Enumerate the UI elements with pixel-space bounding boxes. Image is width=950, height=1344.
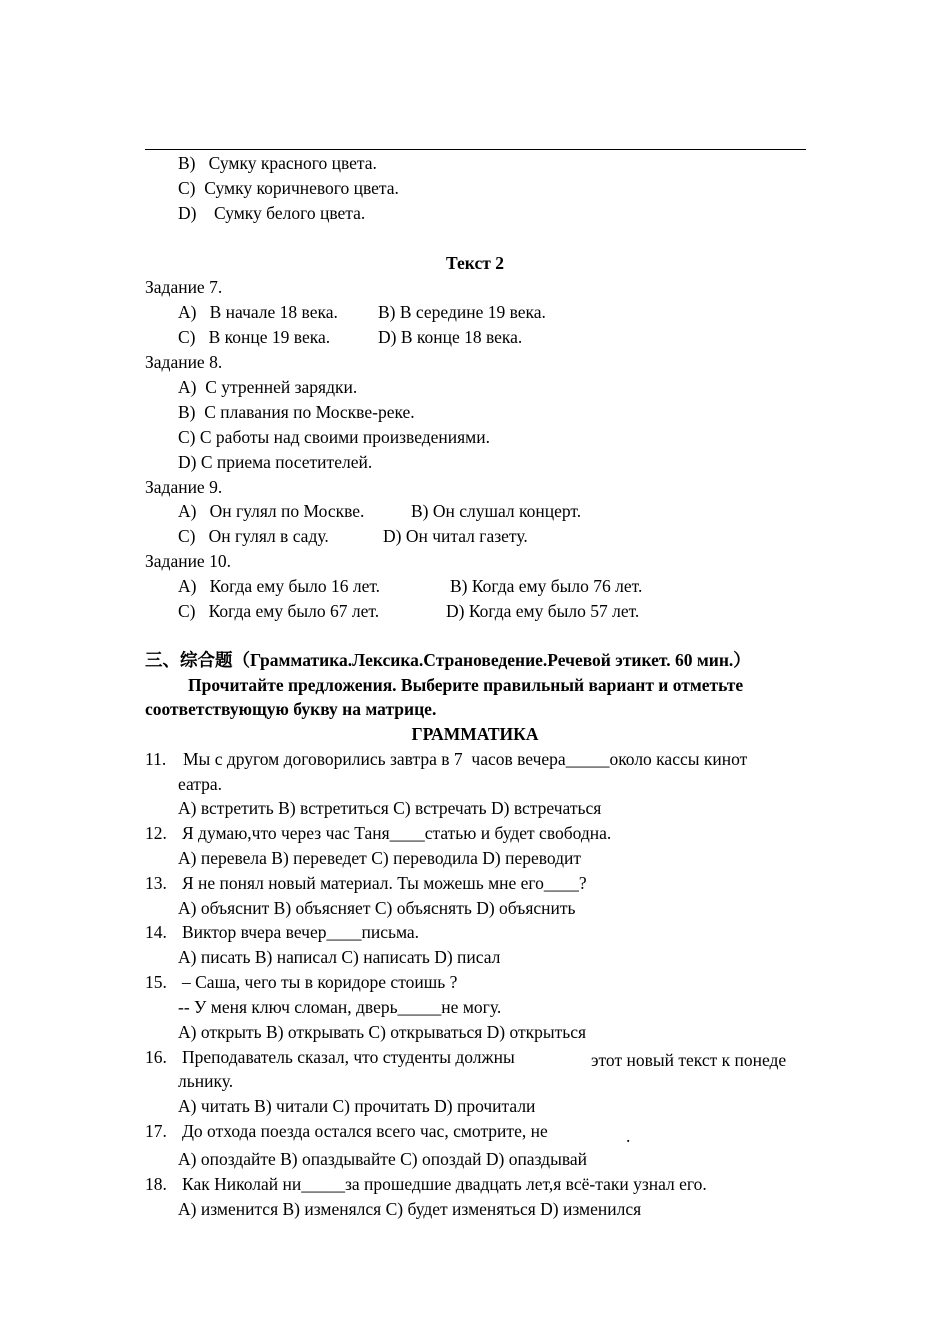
q17-period: . <box>626 1126 631 1146</box>
task8-option-d: D) С приема посетителей. <box>178 452 373 472</box>
q11-text-cont: еатра. <box>178 774 223 794</box>
section3-heading: 三、综合题（Грамматика.Лексика.Страноведение.Речевой этикет. 60 мин.） <box>145 650 751 670</box>
task10-option-c: C) Когда ему было 67 лет. <box>178 601 380 621</box>
grammar-title: ГРАММАТИКА <box>411 724 539 744</box>
q13-options: A) объяснит B) объясняет C) объяснять D) объяснить <box>178 898 576 918</box>
q11-options: A) встретить B) встретиться C) встречать D) встречаться <box>178 798 602 818</box>
q11-number: 11. <box>145 749 167 769</box>
q16-text-right: этот новый текст к понеде <box>591 1050 787 1070</box>
instruction-line-1: Прочитайте предложения. Выберите правильный вариант и отметьте <box>188 675 744 695</box>
task7-option-d: D) В конце 18 века. <box>378 327 523 347</box>
task10-option-b: B) Когда ему было 76 лет. <box>450 576 643 596</box>
task7-label: Задание 7. <box>145 277 223 297</box>
task9-option-d: D) Он читал газету. <box>383 526 528 546</box>
q12-number: 12. <box>145 823 167 843</box>
task7-option-b: B) В середине 19 века. <box>378 302 546 322</box>
task8-option-c: C) С работы над своими произведениями. <box>178 427 491 447</box>
q17-text: До отхода поезда остался всего час, смотрите, не <box>182 1121 548 1141</box>
text2-title: Текст 2 <box>446 253 504 273</box>
option-c: C) Сумку коричневого цвета. <box>178 178 399 198</box>
task10-label: Задание 10. <box>145 551 231 571</box>
q18-text: Как Николай ни_____за прошедшие двадцать лет,я всё-таки узнал его. <box>182 1174 707 1194</box>
task10-option-d: D) Когда ему было 57 лет. <box>446 601 640 621</box>
option-b: B) Сумку красного цвета. <box>178 153 377 173</box>
q14-options: A) писать B) написал C) написать D) писал <box>178 947 501 967</box>
q11-text: Мы с другом договорились завтра в 7 часов вечера_____около кассы кинот <box>183 749 748 769</box>
q17-options: A) опоздайте B) опаздывайте C) опоздай D) опаздывай <box>178 1149 587 1169</box>
option-d: D) Сумку белого цвета. <box>178 203 366 223</box>
task9-option-a: A) Он гулял по Москве. <box>178 501 365 521</box>
q16-text-cont: льнику. <box>178 1071 234 1091</box>
q15-line-2: -- У меня ключ сломан, дверь_____не могу. <box>178 997 502 1017</box>
task9-label: Задание 9. <box>145 477 223 497</box>
q15-text: – Саша, чего ты в коридоре стоишь ? <box>182 972 458 992</box>
q16-options: A) читать B) читали C) прочитать D) прочитали <box>178 1096 536 1116</box>
task10-option-a: A) Когда ему было 16 лет. <box>178 576 381 596</box>
instruction-line-2: соответствующую букву на матрице. <box>145 699 437 719</box>
q17-number: 17. <box>145 1121 167 1141</box>
q16-text: Преподаватель сказал, что студенты должны <box>182 1047 515 1067</box>
q13-text: Я не понял новый материал. Ты можешь мне его____? <box>182 873 587 893</box>
q15-number: 15. <box>145 972 167 992</box>
task9-option-c: C) Он гулял в саду. <box>178 526 329 546</box>
q12-options: A) перевела B) переведет C) переводила D) переводит <box>178 848 582 868</box>
q12-text: Я думаю,что через час Таня____статью и будет свободна. <box>182 823 612 843</box>
header-rule <box>145 149 806 150</box>
q14-text: Виктор вчера вечер____письма. <box>182 922 420 942</box>
q16-number: 16. <box>145 1047 167 1067</box>
task7-option-a: A) В начале 18 века. <box>178 302 338 322</box>
task9-option-b: B) Он слушал концерт. <box>411 501 582 521</box>
q18-number: 18. <box>145 1174 167 1194</box>
q15-options: A) открыть B) открывать C) открываться D) открыться <box>178 1022 587 1042</box>
q13-number: 13. <box>145 873 167 893</box>
task8-label: Задание 8. <box>145 352 223 372</box>
q18-options: A) изменится B) изменялся C) будет изменяться D) изменился <box>178 1199 642 1219</box>
q14-number: 14. <box>145 922 167 942</box>
task8-option-a: A) С утренней зарядки. <box>178 377 358 397</box>
task8-option-b: B) С плавания по Москве-реке. <box>178 402 415 422</box>
task7-option-c: C) В конце 19 века. <box>178 327 331 347</box>
